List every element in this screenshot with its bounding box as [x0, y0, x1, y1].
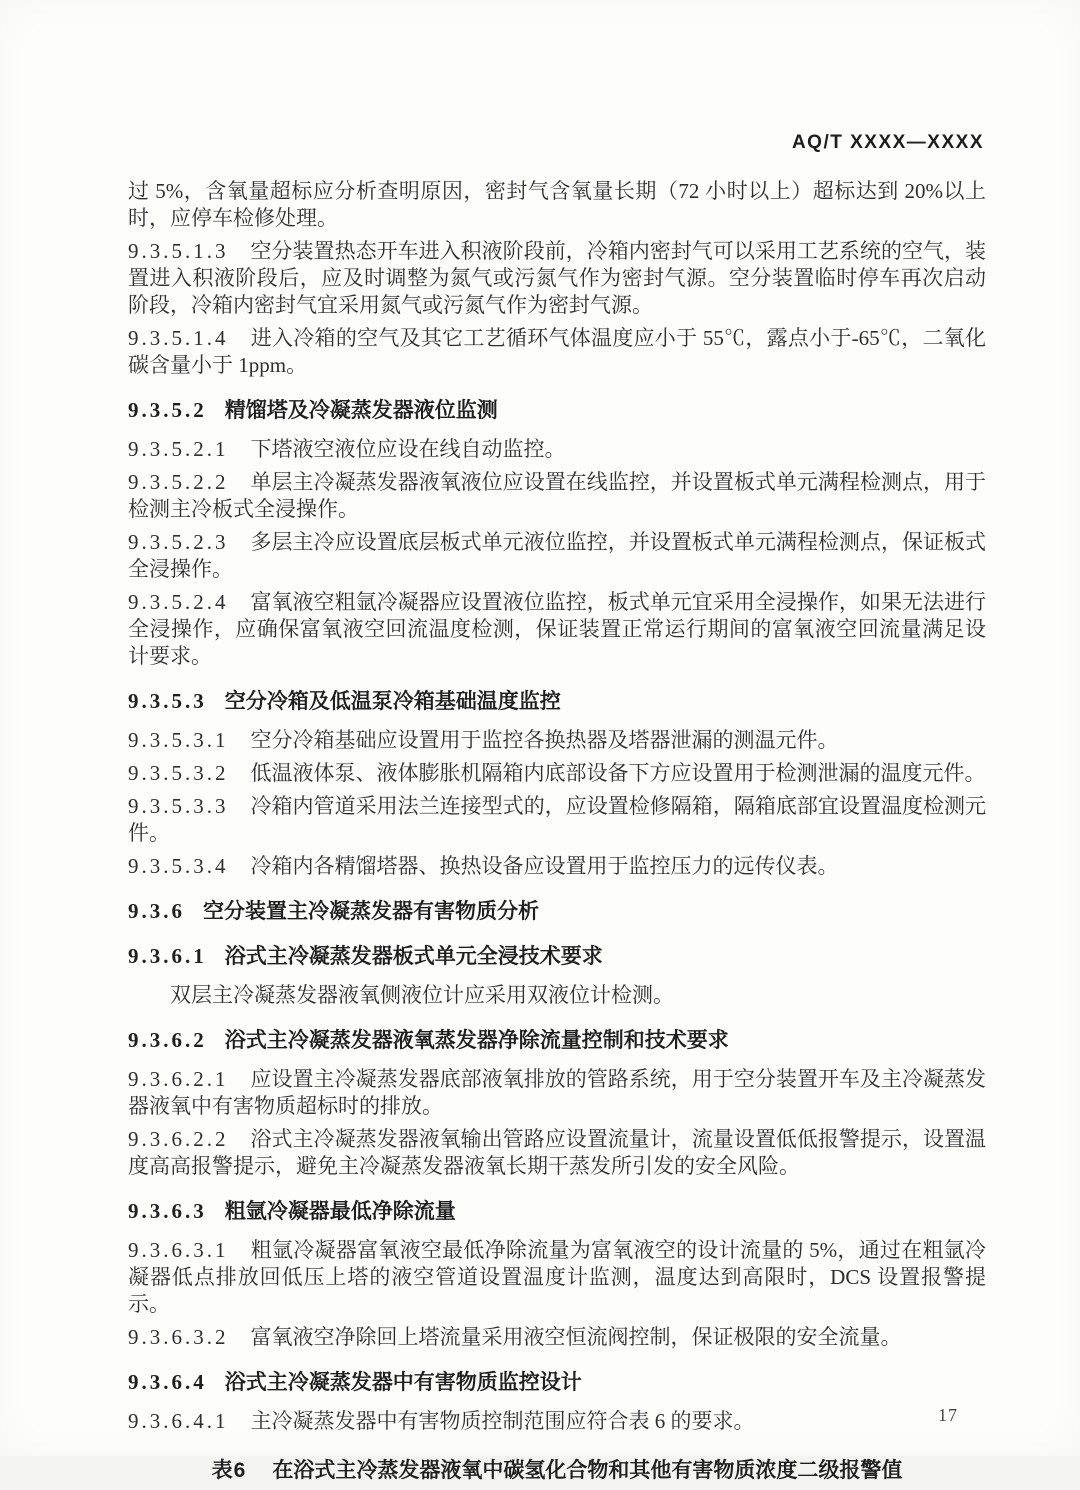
clause-number: 9.3.5.3.2 [128, 761, 229, 785]
clause-number: 9.3.6.3.1 [128, 1238, 229, 1262]
clause-paragraph [128, 1066, 986, 1120]
clause-paragraph [128, 1324, 986, 1351]
clause-text: 进入冷箱的空气及其它工艺循环气体温度应小于 55℃，露点小于-65℃，二氧化碳含量小于 1ppm。 [128, 326, 986, 377]
clause-number: 9.3.5.3.4 [128, 854, 229, 878]
clause-paragraph [128, 529, 986, 583]
clause-paragraph [128, 1408, 986, 1435]
clause-number: 9.3.6.4 [128, 1370, 207, 1394]
clause-number: 9.3.6.4.1 [128, 1409, 229, 1433]
section-heading [128, 688, 986, 715]
clause-number: 9.3.5.2.4 [128, 590, 229, 614]
clause-paragraph [128, 727, 986, 754]
clause-number: 9.3.6 [128, 899, 185, 923]
table-caption [128, 1457, 986, 1484]
clause-number: 9.3.6.2 [128, 1028, 207, 1052]
section-heading [128, 898, 986, 925]
section-heading [128, 397, 986, 424]
clause-number: 9.3.5.3.1 [128, 728, 229, 752]
document-body [128, 172, 986, 1490]
clause-text: 浴式主冷凝蒸发器中有害物质监控设计 [224, 1371, 582, 1394]
clause-paragraph [128, 760, 986, 787]
clause-text: 浴式主冷凝蒸发器液氧蒸发器净除流量控制和技术要求 [224, 1029, 729, 1052]
section-heading [128, 1198, 986, 1225]
clause-number: 9.3.5.3.3 [128, 794, 229, 818]
clause-text: 浴式主冷凝蒸发器板式单元全浸技术要求 [224, 945, 603, 968]
clause-paragraph [128, 325, 986, 379]
clause-number: 9.3.6.1 [128, 944, 207, 968]
clause-text: 空分冷箱基础应设置用于监控各换热器及塔器泄漏的测温元件。 [250, 728, 839, 752]
table-number: 表6 [211, 1459, 247, 1482]
section-heading [128, 943, 986, 970]
clause-paragraph [128, 589, 986, 670]
clause-text: 空分冷箱及低温泵冷箱基础温度监控 [224, 690, 561, 713]
clause-paragraph [128, 469, 986, 523]
clause-paragraph [128, 1126, 986, 1180]
clause-paragraph [128, 1237, 986, 1318]
clause-number: 9.3.6.3 [128, 1199, 207, 1223]
clause-number: 9.3.5.1.4 [128, 326, 229, 350]
clause-paragraph [128, 982, 986, 1009]
clause-text: 精馏塔及冷凝蒸发器液位监测 [224, 399, 498, 422]
document-header-standard-number: AQ/T XXXX—XXXX [791, 132, 984, 153]
section-heading [128, 1027, 986, 1054]
clause-text: 低温液体泵、液体膨胀机隔箱内底部设备下方应设置用于检测泄漏的温度元件。 [250, 761, 986, 785]
clause-number: 9.3.5.2.3 [128, 530, 229, 554]
clause-text: 空分装置热态开车进入积液阶段前，冷箱内密封气可以采用工艺系统的空气，装置进入积液阶段后，应及时调整为氮气或污氮气作为密封气源。空分装置临时停车再次启动阶段，冷箱内密封气宜采用氮气或污氮气作为密封气源。 [128, 239, 986, 317]
clause-text: 空分装置主冷凝蒸发器有害物质分析 [203, 900, 539, 923]
clause-text: 双层主冷凝蒸发器液氧侧液位计应采用双液位计检测。 [170, 983, 674, 1007]
clause-text: 在浴式主冷蒸发器液氧中碳氢化合物和其他有害物质浓度二级报警值 [272, 1459, 903, 1482]
clause-text: 富氧液空净除回上塔流量采用液空恒流阀控制，保证极限的安全流量。 [250, 1325, 902, 1349]
clause-number: 9.3.5.1.3 [128, 239, 229, 263]
clause-paragraph [128, 436, 986, 463]
clause-number: 9.3.6.2.1 [128, 1067, 229, 1091]
clause-text: 浴式主冷凝蒸发器液氧输出管路应设置流量计，流量设置低低报警提示，设置温度高高报警提示，避免主冷凝蒸发器液氧长期干蒸发所引发的安全风险。 [128, 1127, 986, 1178]
clause-paragraph [128, 178, 986, 232]
clause-number: 9.3.5.2.2 [128, 470, 229, 494]
clause-number: 9.3.5.2.1 [128, 437, 229, 461]
clause-text: 粗氩冷凝器最低净除流量 [224, 1200, 456, 1223]
clause-text: 单层主冷凝蒸发器液氧液位应设置在线监控，并设置板式单元满程检测点，用于检测主冷板式全浸操作。 [128, 470, 986, 521]
clause-text: 冷箱内管道采用法兰连接型式的，应设置检修隔箱，隔箱底部宜设置温度检测元件。 [128, 794, 986, 845]
clause-paragraph [128, 793, 986, 847]
clause-text: 富氧液空粗氩冷凝器应设置液位监控，板式单元宜采用全浸操作，如果无法进行全浸操作，应确保富氧液空回流温度检测，保证装置正常运行期间的富氧液空回流量满足设计要求。 [128, 590, 986, 668]
page-number: 17 [938, 1405, 958, 1425]
clause-number: 9.3.6.2.2 [128, 1127, 229, 1151]
clause-text: 粗氩冷凝器富氧液空最低净除流量为富氧液空的设计流量的 5%，通过在粗氩冷凝器低点排放回低压上塔的液空管道设置温度计监测，温度达到高限时，DCS 设置报警提示。 [128, 1238, 986, 1316]
clause-paragraph [128, 853, 986, 880]
clause-text: 冷箱内各精馏塔器、换热设备应设置用于监控压力的远传仪表。 [250, 854, 839, 878]
clause-number: 9.3.5.3 [128, 689, 207, 713]
clause-number: 9.3.6.3.2 [128, 1325, 229, 1349]
clause-number: 9.3.5.2 [128, 398, 207, 422]
clause-text: 过 5%，含氧量超标应分析查明原因，密封气含氧量长期（72 小时以上）超标达到 20%以上时，应停车检修处理。 [128, 179, 986, 230]
clause-text: 多层主冷应设置底层板式单元液位监控，并设置板式单元满程检测点，保证板式全浸操作。 [128, 530, 986, 581]
clause-text: 主冷凝蒸发器中有害物质控制范围应符合表 6 的要求。 [250, 1409, 755, 1433]
clause-paragraph [128, 238, 986, 319]
clause-text: 应设置主冷凝蒸发器底部液氧排放的管路系统，用于空分装置开车及主冷凝蒸发器液氧中有害物质超标时的排放。 [128, 1067, 986, 1118]
section-heading [128, 1369, 986, 1396]
clause-text: 下塔液空液位应设在线自动监控。 [250, 437, 566, 461]
